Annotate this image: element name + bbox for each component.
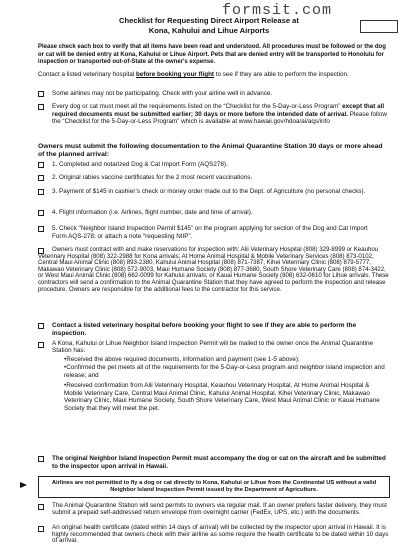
intro-contact-suffix: to see if they are able to perform the inspection. (214, 71, 349, 78)
checkbox-health-cert[interactable] (38, 526, 44, 532)
permit-bullet-2: •Confirmed the pet meets all of the requirements for the 5-Day-or-Less program and neighbor island inspection and release; and (64, 364, 385, 379)
checkbox-aqs-send[interactable] (38, 504, 44, 510)
doc-item-2: 2. Original rabies vaccine certificates for the 2 most recent vaccinations. (52, 174, 253, 181)
checkbox-program[interactable] (38, 104, 44, 110)
checkbox-doc3[interactable] (38, 189, 44, 195)
permit-bullet-3: •Received confirmation from Alii Veterinary Hospital, Keauhou Veterinary Hospital, At Home Animal Hospital & Mobile Veterinary Care, Central Maui Animal Clinic, Kahului Animal Hospital, Kihei Veterinary Clinic, Makawao Veterinary Clinic, Maui Humane Society, South Shore Veterinary Care, West Maui Animal Clinic or Kauai Humane Society that they will meet the pet. (64, 382, 380, 412)
checkbox-permit[interactable] (38, 342, 44, 348)
permit-bullet-1-text: Received the above required documents, information and payment (see 1-5 above); (66, 356, 300, 363)
checkbox-doc5[interactable] (38, 226, 44, 232)
doc-item-3: 3. Payment of $145 in cashier’s check or money order made out to the Dept. of Agriculture (no personal checks). (52, 188, 366, 195)
item-contact-bold: Contact a listed veterinary hospital before booking your flight to see if they are able to perform the inspection. (52, 322, 357, 337)
doc-item-4: 4. Flight information (i.e. Airlines, flight number, date and time of arrival). (52, 209, 253, 216)
item-program-a: Every dog or cat must meet all the requirements listed on the “Checklist for the 5-Day-or-Less Program” (52, 103, 343, 110)
owners-heading: Owners must submit the following documentation to the Animal Quarantine Station 30 days or more ahead of the planned arrival: (38, 143, 383, 158)
item-health-cert: An original health certificate (dated within 14 days of arrival) will be collected by the inspector upon arrival in Hawaii. It is highly recommended that owners check with their airline as some require the health certificate to be dated within 10 days of arrival. (52, 524, 389, 545)
intro-contact-prefix: Contact a listed veterinary hospital (38, 71, 137, 78)
permit-bullet-3-text: Received confirmation from Alii Veterinary Hospital, Keauhou Veterinary Hospital, At Home Animal Hospital & Mobile Veterinary Care, Central Maui Animal Clinic, Kahului Animal Hospital, Kihei Veterinary Clinic, Makawao Veterinary Clinic, Maui Humane Society, South Shore Veterinary Care, West Maui Animal Clinic or Kauai Humane Society that they will meet the pet. (64, 382, 380, 412)
arrow-pointer-icon (20, 482, 27, 488)
checkbox-contact[interactable] (38, 323, 44, 329)
checkbox-original[interactable] (38, 456, 44, 462)
item-contract: Owners must contract with and make reservations for inspection with: Alii Veterinary Hospital (808) 329-8999 or Keauhou Veterinary Hospital (808) 322-2988 for Kona arrivals; At Home Animal Hospital & Mobile Veterinary Services (808) 873-0102, Central Maui Animal Clinic (808) 893-2380, Kahului Animal Hospital (808) 871-7387, Kihei Veterinary Clinic (808) 879-5777, Makawao Veterinary Clinic (808) 572-9003, Maui Humane Society (808) 877-3680, South Shore Veterinary Care (808) 874-3422, or West Maui Animal Clinic (808) 662-0099 for Kahului arrivals; or Kauai Humane Society (808) 632-0610 for Lihue arrivals. These contractors will send a confirmation to the Animal Quarantine Station that they have agreed to perform the inspection and release procedure. Owners are responsible for the additional fees to the contractor for this service. (38, 246, 389, 293)
permit-bullet-2-text: Confirmed the pet meets all of the requirements for the 5-Day-or-Less program and neighbor island inspection and release; and (64, 364, 385, 379)
item-program-url[interactable]: www.hawaii.gov/hdoa/ai/aqs/info (238, 118, 330, 126)
item-aqs-send: The Animal Quarantine Station will send permits to owners via regular mail. If an owner prefers faster delivery, they must submit a prepaid self-addressed return envelope from overnight carrier (FedEx, UPS, etc.) with the documents. (52, 502, 387, 516)
intro-contact-emph: before booking your flight (136, 71, 215, 78)
watermark: formsit.com (222, 2, 333, 19)
doc-item-1: 1. Completed and notarized Dog & Cat Import Form (AQS278). (52, 161, 228, 168)
checkbox-doc4[interactable] (38, 210, 44, 216)
item-program (52, 103, 392, 126)
item-program-b: except that all required documents must be submitted earlier; 30 days or more before the intended date of arrival. (52, 103, 385, 118)
item-program-c: Please follow the “Checklist for the 5-Day-or-Less Program” which is available at (52, 110, 387, 126)
doc-item-5: 5. Check “Neighbor Island Inspection Permit $145” on the program applying for section of the Dog and Cat Import Form AQS-278; or attach a note “requesting NIIP”. (52, 225, 368, 240)
intro-instructions: Please check each box to verify that all items have been read and understood. All procedures must be followed or the dog or cat will be denied entry at Kona, Kahului or Lihue Airport. Pets that are denied entry will be transported to Honolulu for inspection or transported out-of-State at the owner's expense. (38, 44, 386, 66)
item-original-bold: The original Neighbor Island Inspection Permit must accompany the dog or cat on the aircraft and be submitted to the inspector upon arrival in Hawaii. (52, 455, 386, 470)
doc-title-line1: Checklist for Requesting Direct Airport Release at (119, 16, 299, 25)
checkbox-doc1[interactable] (38, 162, 44, 168)
item-permit-intro: A Kona, Kahului or Lihue Neighbor Island Inspection Permit will be mailed to the owner once the Animal Quarantine Station has: (52, 340, 373, 354)
checkbox-doc2[interactable] (38, 175, 44, 181)
checkbox-airlines[interactable] (38, 91, 44, 97)
intro-contact (38, 71, 390, 79)
doc-title-line2: Kona, Kahului and Lihue Airports (148, 26, 270, 35)
permit-bullet-1: •Received the above required documents, information and payment (see 1-5 above); (64, 356, 300, 363)
airline-warning-box: Airlines are not permitted to fly a dog or cat directly to Kona, Kahului or Lihue from the Continental US without a valid Neighbor Island Inspection Permit issued by the Department of Agriculture. (38, 476, 390, 498)
item-airlines: Some airlines may not be participating. Check with your airline well in advance. (52, 90, 273, 97)
